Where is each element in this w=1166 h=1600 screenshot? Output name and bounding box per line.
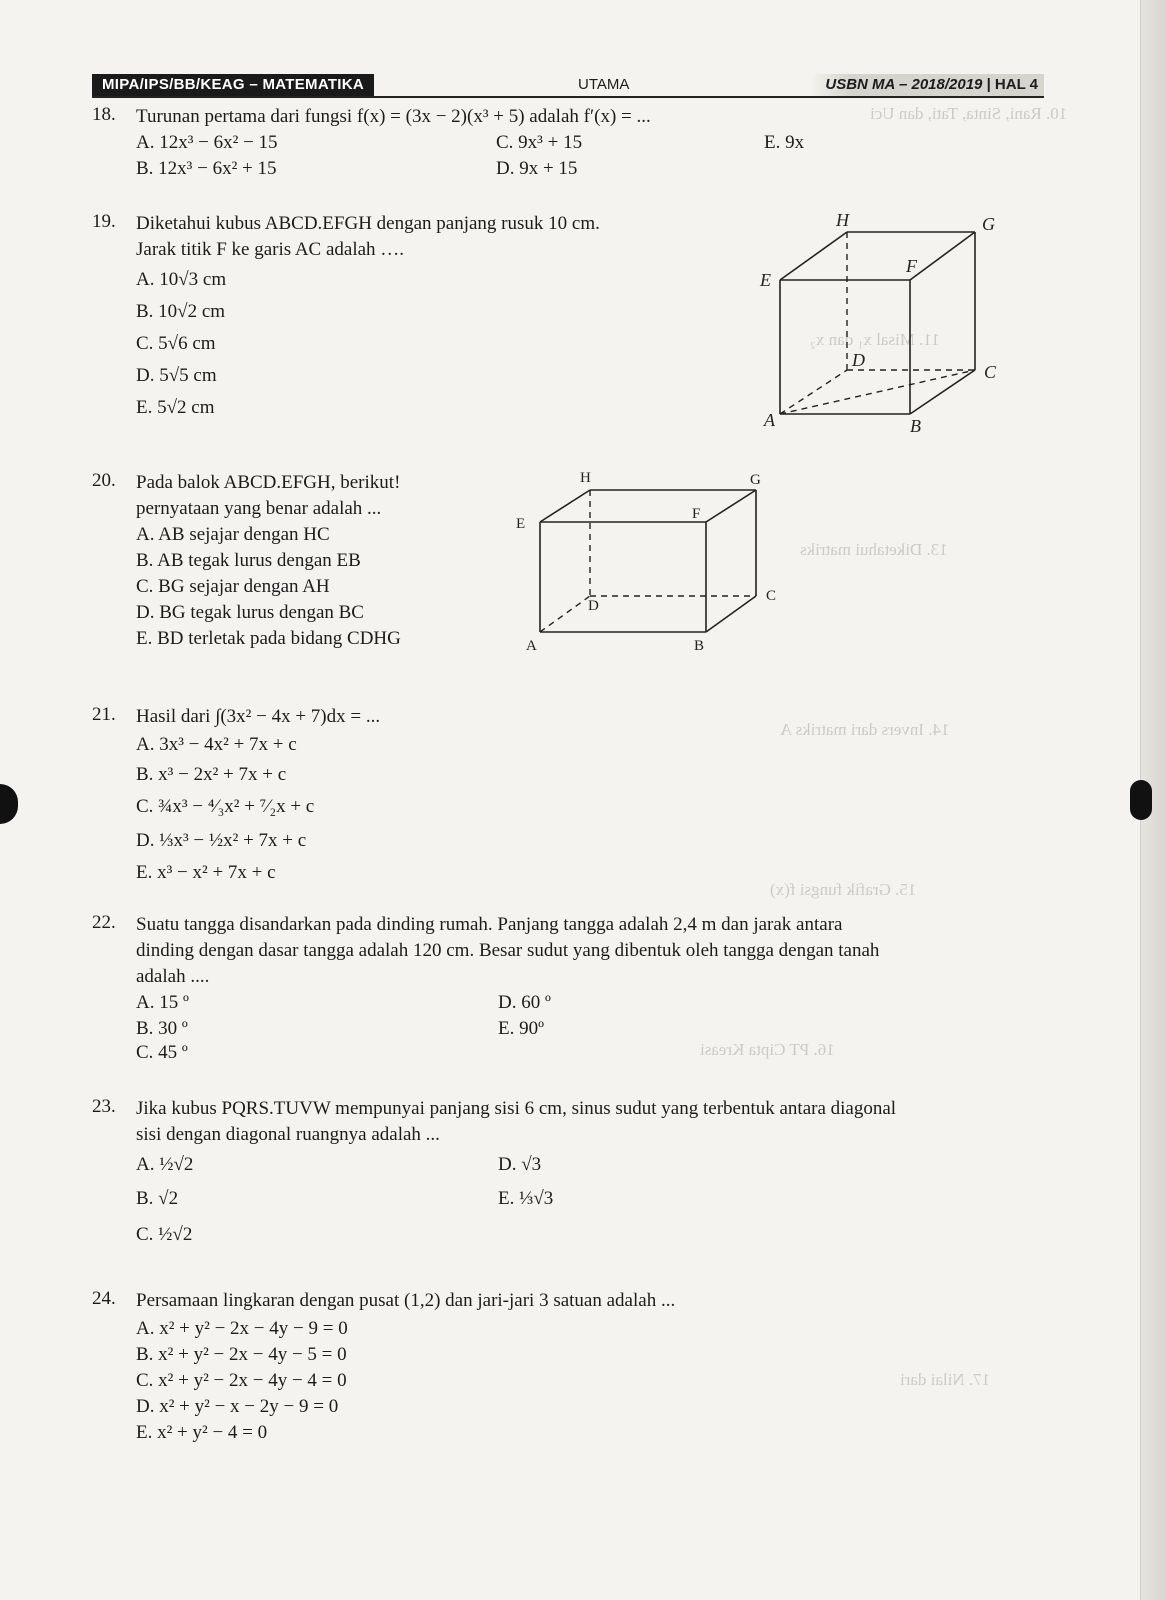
question-stem-line-1: Suatu tangga disandarkan pada dinding rumah. Panjang tangga adalah 2,4 m dan jarak antara	[136, 914, 843, 935]
option-b: B. 12x³ − 6x² + 15	[136, 158, 277, 179]
vertex-b: B	[694, 638, 705, 654]
option-d: D. ⅓x³ − ½x² + 7x + c	[136, 830, 307, 851]
edge-fg	[706, 490, 756, 522]
option-b: B. √2	[136, 1188, 179, 1209]
option-b: B. 30 º	[136, 1018, 188, 1039]
binder-hole-right	[1130, 780, 1152, 820]
question-stem-line-1: Jika kubus PQRS.TUVW mempunyai panjang sisi 6 cm, sinus sudut yang terbentuk antara diagonal	[136, 1098, 897, 1119]
question-stem-line-2: pernyataan yang benar adalah ...	[136, 498, 382, 519]
vertex-c: C	[984, 362, 997, 382]
option-c: C. 9x³ + 15	[496, 132, 583, 153]
question-number: 21.	[92, 704, 116, 725]
option-d: D. BG tegak lurus dengan BC	[136, 602, 364, 623]
question-number: 24.	[92, 1288, 116, 1309]
edge-ad	[780, 370, 847, 414]
question-20	[92, 470, 512, 660]
vertex-g: G	[750, 472, 761, 488]
question-18	[92, 104, 1042, 184]
question-stem-line-1: Pada balok ABCD.EFGH, berikut!	[136, 472, 401, 493]
question-number: 23.	[92, 1096, 116, 1117]
vertex-d: D	[588, 598, 599, 614]
option-e: E. BD terletak pada bidang CDHG	[136, 628, 401, 649]
option-c: C. ½√2	[136, 1224, 193, 1245]
option-c: C. x² + y² − 2x − 4y − 4 = 0	[136, 1370, 347, 1391]
question-stem-line-3: adalah ....	[136, 966, 210, 987]
option-d: D. 60 º	[498, 992, 551, 1013]
page-number: | HAL 4	[986, 76, 1038, 93]
question-23	[92, 1096, 1042, 1266]
option-a: A. 15 º	[136, 992, 189, 1013]
vertex-a: A	[764, 410, 775, 430]
question-stem-line-2: dinding dengan dasar tangga adalah 120 cm. Besar sudut yang dibentuk oleh tangga dengan tanah	[136, 940, 880, 961]
option-a: A. 12x³ − 6x² − 15	[136, 132, 278, 153]
option-d: D. √3	[498, 1154, 542, 1175]
option-e: E. 5√2 cm	[136, 397, 215, 418]
option-d: D. 5√5 cm	[136, 365, 217, 386]
exam-title: USBN MA – 2018/2019	[825, 76, 983, 93]
question-stem-line-2: Jarak titik F ke garis AC adalah ….	[136, 239, 405, 260]
header-rule	[92, 96, 1044, 98]
option-a: A. AB sejajar dengan HC	[136, 524, 330, 545]
question-number: 20.	[92, 470, 116, 491]
vertex-f: F	[692, 506, 701, 522]
vertex-e: E	[516, 516, 526, 532]
option-a: A. ½√2	[136, 1154, 194, 1175]
vertex-b: B	[910, 416, 921, 436]
option-b: B. AB tegak lurus dengan EB	[136, 550, 361, 571]
show-through-text: 14. Invers dari matriks A	[780, 720, 950, 739]
show-through-text: 13. Diketahui matriks	[800, 540, 948, 559]
option-c: C. ¾x³ − ⁴⁄₃x² + ⁷⁄₂x + c	[136, 796, 315, 817]
edge-bc	[706, 596, 756, 632]
option-e: E. 9x	[764, 132, 805, 153]
diagonal-ac	[780, 370, 975, 414]
page-header	[92, 74, 1044, 96]
vertex-c: C	[766, 588, 777, 604]
option-e: E. x² + y² − 4 = 0	[136, 1422, 268, 1443]
option-d: D. x² + y² − x − 2y − 9 = 0	[136, 1396, 339, 1417]
option-e: E. x³ − x² + 7x + c	[136, 862, 276, 883]
show-through-text: 10. Rani, Sinta, Tati, dan Uci	[870, 104, 1068, 123]
question-22	[92, 912, 1042, 1062]
show-through-text: 16. PT Cipta Kreasi	[700, 1040, 835, 1059]
option-c: C. 45 º	[136, 1042, 188, 1063]
exam-info	[811, 74, 1044, 96]
cuboid-diagram	[518, 472, 788, 672]
question-24	[92, 1288, 1042, 1458]
question-19	[92, 211, 732, 421]
option-b: B. x³ − 2x² + 7x + c	[136, 764, 287, 785]
option-a: A. 3x³ − 4x² + 7x + c	[136, 734, 297, 755]
question-stem-line-2: sisi dengan diagonal ruangnya adalah ...	[136, 1124, 440, 1145]
edge-bc	[910, 370, 975, 414]
vertex-g: G	[982, 214, 995, 234]
question-21	[92, 704, 512, 894]
question-stem: Hasil dari ∫(3x² − 4x + 7)dx = ...	[136, 706, 381, 727]
option-b: B. 10√2 cm	[136, 301, 226, 322]
edge-eh	[780, 232, 847, 280]
edge-eh	[540, 490, 590, 522]
option-a: A. x² + y² − 2x − 4y − 9 = 0	[136, 1318, 348, 1339]
vertex-e: E	[760, 270, 771, 290]
option-d: D. 9x + 15	[496, 158, 578, 179]
option-c: C. BG sejajar dengan AH	[136, 576, 330, 597]
vertex-h: H	[836, 210, 849, 230]
question-number: 19.	[92, 211, 116, 232]
question-stem: Turunan pertama dari fungsi f(x) = (3x − 2)(x³ + 5) adalah f′(x) = ...	[136, 106, 651, 127]
option-a: A. 10√3 cm	[136, 269, 227, 290]
edge-fg	[910, 232, 975, 280]
vertex-a: A	[526, 638, 537, 654]
question-stem-line-1: Diketahui kubus ABCD.EFGH dengan panjang rusuk 10 cm.	[136, 213, 600, 234]
option-c: C. 5√6 cm	[136, 333, 216, 354]
option-e: E. ⅓√3	[498, 1188, 554, 1209]
show-through-text: 11. Misal x₁ dan x₂	[810, 330, 940, 349]
edge-ad	[540, 596, 590, 632]
question-number: 22.	[92, 912, 116, 933]
subject-label: MIPA/IPS/BB/KEAG – MATEMATIKA	[92, 74, 374, 96]
exam-type: UTAMA	[578, 76, 630, 93]
question-stem: Persamaan lingkaran dengan pusat (1,2) dan jari-jari 3 satuan adalah ...	[136, 1290, 676, 1311]
vertex-d: D	[852, 350, 865, 370]
option-b: B. x² + y² − 2x − 4y − 5 = 0	[136, 1344, 347, 1365]
binder-hole-left	[0, 784, 18, 824]
question-number: 18.	[92, 104, 116, 125]
show-through-text: 15. Grafik fungsi f(x)	[770, 880, 917, 899]
cube-diagram	[760, 208, 1020, 438]
vertex-f: F	[906, 256, 917, 276]
option-e: E. 90º	[498, 1018, 544, 1039]
show-through-text: 17. Nilai dari	[900, 1370, 991, 1389]
vertex-h: H	[580, 470, 591, 486]
